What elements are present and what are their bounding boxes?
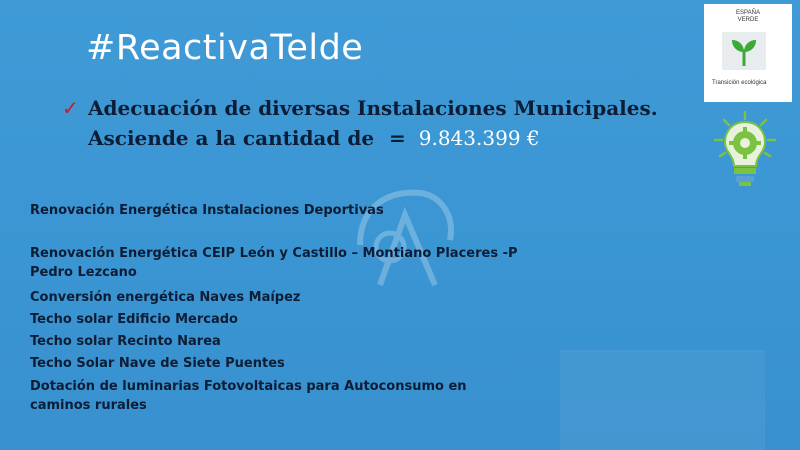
table-row-label: Renovación Energética Instalaciones Deportivas	[30, 203, 384, 218]
page-title: #ReactivaTelde	[86, 28, 364, 68]
logo-caption: Transición ecológica	[712, 80, 767, 86]
checkmark-icon: ✓	[62, 96, 79, 120]
subtitle	[88, 93, 708, 153]
decorative-panel	[560, 350, 765, 450]
table-row-label: Dotación de luminarias Fotovoltaicas para Autoconsumo en caminos rurales	[30, 379, 467, 413]
logo-title-line1: ESPAÑA	[736, 10, 760, 16]
total-amount: 9.843.399 €	[418, 126, 540, 150]
espana-verde-logo	[704, 4, 792, 102]
subtitle-line1: Adecuación de diversas Instalaciones Municipales.	[88, 96, 658, 120]
logo-title	[704, 10, 792, 24]
table-row-label: Techo solar Recinto Narea	[30, 334, 221, 349]
subtitle-prefix: Asciende a la cantidad de	[88, 126, 375, 150]
subtitle-line2	[88, 123, 708, 153]
logo-title-line2: VERDE	[737, 17, 759, 23]
table-row-label: Conversión energética Naves Maípez	[30, 290, 301, 305]
table-row-label: Techo Solar Nave de Siete Puentes	[30, 356, 285, 371]
table-row-label: Renovación Energética CEIP León y Castillo – Montiano Placeres -P Pedro Lezcano	[30, 246, 518, 280]
lightbulb-gear-icon	[712, 110, 778, 190]
subtitle-equals: =	[389, 126, 406, 150]
sprout-icon	[722, 32, 766, 70]
table-row-label: Techo solar Edificio Mercado	[30, 312, 238, 327]
